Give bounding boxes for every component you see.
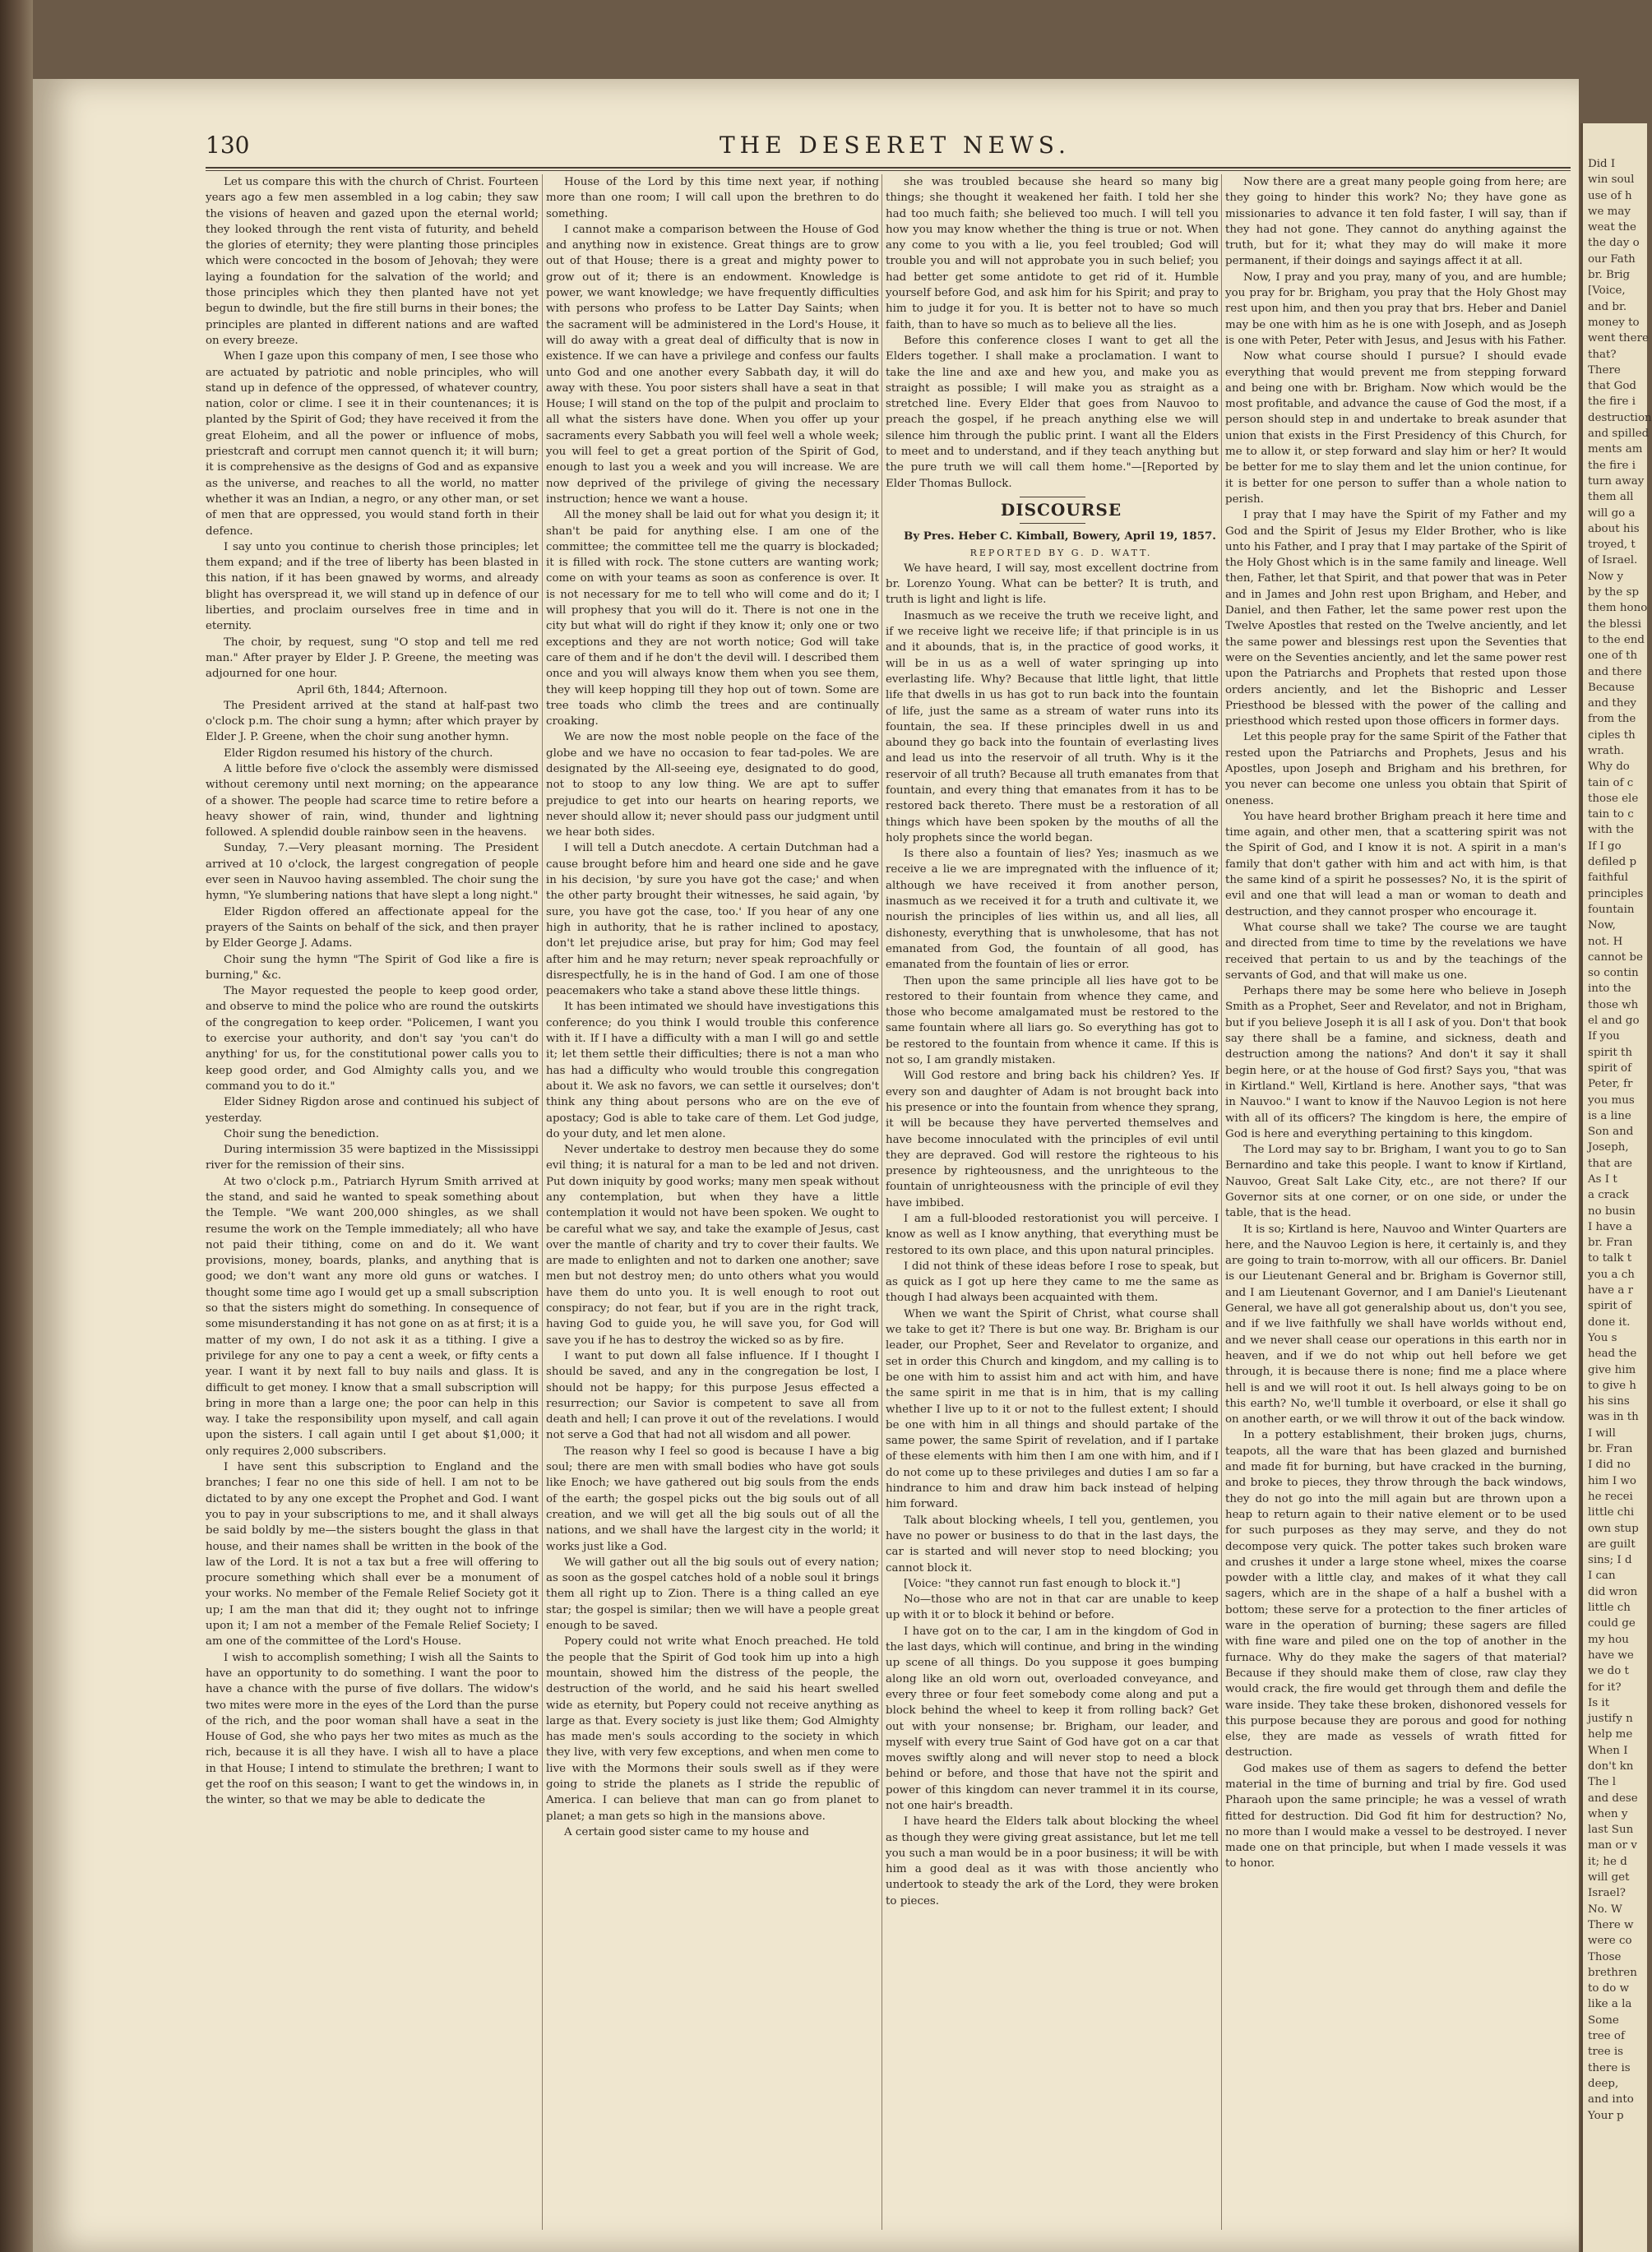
paragraph: I will tell a Dutch anecdote. A certain Dutchman had a cause brought before him and heard one side and he gave in his decision, 'by sure you have got the case;' and when the other party brought their witnesses, he said again, 'by sure, you have got the case, too.' If you hear of any one high in authority, that he is rather inclined to apostacy, don't let prejudice arise, but pray for him; God may feel after him and he may return; never speak reproachfully or disrespectfully, he is in the hand of God. I am one of those peacemakers who take a stand above these little things. (546, 842, 879, 998)
paragraph: At two o'clock p.m., Patriarch Hyrum Smith arrived at the stand, and said he wanted to speak something about the Temple. "We want 200,000 shingles, as we shall resume the work on the Temple immediately; all who have not paid their tithing, come on and do it. We want provisions, money, boards, planks, and anything that is good; we don't want any more old guns or watches. I thought some time ago I would get up a small subscription so that the sisters might do something. In consequence of some misunderstanding it has not gone on as at first; it is a matter of my own, I do not ask it as a tithing. I give a privilege for any one to pay a cent a week, or fifty cents a year. I want it by next fall to buy nails and glass. It is difficult to get money. I know that a small subscription will bring in more than a large one; the poor can help in this way. I take the responsibility upon myself, and call again upon the sisters. I call again until I get about $1,000; it only requires 2,000 subscribers. (206, 1175, 539, 1458)
column-2 (546, 174, 879, 2230)
discourse-title: DISCOURSE (1000, 499, 1122, 520)
paragraph: When I gaze upon this company of men, I see those who are actuated by patriotic and noble principles, who will stand up in defence of the oppressed, of whatever country, nation, color or clime. I see it in their countenances; it is planted by the Spirit of God; they have received it from the great Eloheim, and all the power or influence of mobs, priestcraft and corrupt men cannot quench it; it will burn; it is comprehensive as the designs of God and as expansive as the universe, and reaches to all the world, no matter whether it was an Indian, a negro, or any other man, or set of men that are oppressed, you would stand forth in their defence. (206, 350, 539, 538)
paragraph: Sunday, 7.—Very pleasant morning. The President arrived at 10 o'clock, the largest congregation of people ever seen in Nauvoo having assembled. The choir sung the hymn, "Ye slumbering nations that have slept a long night." (206, 842, 539, 903)
paragraph: A certain good sister came to my house and (564, 1825, 809, 1838)
paragraph: All the money shall be laid out for what you design it; it shan't be paid for anything else. I am one of the committee; the committee tell me the quarry is blockaded; it is filled with rock. The stone cutters are wanting work; come on with your teams as soon as conference is over. It is not necessary for me to tell who will come and do it; I will prophesy that you will do it. There is not one in the city but what will do right if they know it; only one or two exceptions and they are not worth notice; God will take care of them and if he don't the devil will. I described them once and you will always know them when you see them, they will keep hopping till they hop out of town. Some are tree toads who climb the trees and are continually croaking. (546, 509, 879, 728)
paragraph: I did not think of these ideas before I rose to speak, but as quick as I got up here they came to me the same as though I had always been acquainted with them. (886, 1260, 1219, 1305)
paragraph: Inasmuch as we receive the truth we receive light, and if we receive light we receive life; if that principle is in us and it abounds, that is, in the practice of good works, it will be in us as a well of water springing up into everlasting life. Why? Because that little light, that little life that dwells in us has got to run back into the fountain of life, just the same as a stream of water runs into its fountain, the sea. If these principles dwell in us and abound they go back into the fountain of everlasting lives and lead us into the reservoir of all truth. Why is it the reservoir of all truth? Because all truth emanates from that fountain, and every thing that emanates from it has to be restored back thereto. There must be a restoration of all things which have been spoken by the mouths of all the holy prophets since the world began. (886, 609, 1219, 844)
facing-page-text: Did I win soul use of h we may weat the the day o our Fath br. Brig [Voice, and br. money to went there that? There that God the fire i destruction and spilled ments am the fire i turn away them all will go a about his troyed, t of Israel. Now y by the sp them hono the blessi to the end one of th and there Because and they from the ciples th wrath. Why do tain of c those ele tain to c with the If I go defiled p faithful principles fountain Now, not. H cannot be so contin into the those wh el and go If you spirit th spirit of Peter, fr you mus is a line Son and Joseph, that are As I t a crack no busin I have a br. Fran to talk t you a ch have a r spirit of done it. You s head the give him to give h his sins was in th I will br. Fran I did no him I wo he recei little chi own stup are guilt sins; I d I can did wron little ch could ge my hou have we we do t for it? Is it justify n help me When I don't kn The l and dese when y last Sun man or v it; he d will get Israel? No. W There w were co Those brethren to do w like a la Some tree of tree is there is deep, and into Your p (1588, 158, 1652, 2122)
facing-page-edge (1580, 123, 1652, 2252)
paragraph: Let us compare this with the church of Christ. Fourteen years ago a few men assembled in a log cabin; they saw the visions of heaven and gazed upon the eternal world; they looked through the rent vista of futurity, and beheld the glories of eternity; they were planting those principles which were concocted in the bosom of Jehovah; they were laying a foundation for the salvation of the world; and those principles which they then planted have not yet begun to dwindle, but the fire still burns in their bones; the principles are planted in different nations and are wafted on every breeze. (206, 176, 539, 347)
paragraph: Elder Rigdon resumed his history of the church. (224, 747, 493, 760)
paragraph: The reason why I feel so good is because I have a big soul; there are men with small bodies who have got souls like Enoch; we have gathered out big souls from the ends of the earth; the gospel picks out the big souls out of all creation, and we will get all the big souls out of all the nations, and we shall have the largest city in the world; it works just like a God. (546, 1445, 879, 1553)
column-divider (1221, 174, 1222, 2230)
column-3-body (886, 561, 1219, 1909)
paragraph: she was troubled because she heard so many big things; she thought it weakened her faith. I told her she had too much faith; she believed too much. I will tell you how you may know whether the thing is true or not. When any come to you with a lie, you feel troubled; God will trouble you and will not approbate you in such belief; you had better get some antidote to get rid of it. Humble yourself before God, and ask him for his Spirit; and pray to him to judge it for you. It is better not to have so much faith, than to have so much as to believe all the lies. (886, 176, 1219, 331)
paragraph: Let this people pray for the same Spirit of the Father that rested upon the Patriarchs and Prophets, Jesus and his Apostles, upon Joseph and Brigham and his brethren, for you never can become one unless you obtain that Spirit of oneness. (1225, 731, 1566, 807)
paragraph: Elder Sidney Rigdon arose and continued his subject of yesterday. (206, 1096, 539, 1125)
paragraph: Then upon the same principle all lies have got to be restored to their fountain from whence they came, and those who become amalgamated must be restored to the same fountain where all liars go. So everything has got to be restored to the fountain from whence it came. If this is not so, I am grandly mistaken. (886, 974, 1219, 1067)
column-3 (886, 174, 1219, 2230)
paragraph: We will gather out all the big souls out of every nation; as soon as the gospel catches hold of a noble soul it brings them all right up to Zion. There is a thing called an eye star; the gospel is similar; then we will have a people great enough to be saved. (546, 1556, 879, 1633)
paragraph: A little before five o'clock the assembly were dismissed without ceremony until next morning; on the appearance of a shower. The people had scarce time to retire before a heavy shower of rain, wind, thunder and lightning followed. A splendid double rainbow seen in the heavens. (206, 762, 539, 839)
paragraph: Perhaps there may be some here who believe in Joseph Smith as a Prophet, Seer and Revelator, and not in Brigham, but if you believe Joseph it is all I ask of you. Don't that book say there shall be a famine, and sickness, death and destruction among the nations? And don't it say it shall begin here, or at the house of God first? Says you, "that was in Kirtland." Well, Kirtland is here. Another says, "that was in Nauvoo." I want to know if the Nauvoo Legion is not here with all of its officers? The kingdom is here, the empire of God is here and everything pertaining to this kingdom. (1225, 985, 1566, 1140)
paragraph: April 6th, 1844; Afternoon. (296, 683, 448, 696)
paragraph: Talk about blocking wheels, I tell you, gentlemen, you have no power or business to do that in the last days, the car is started and will never stop to need blocking; you cannot block it. (886, 1514, 1219, 1575)
paragraph: Elder Rigdon offered an affectionate appeal for the prayers of the Saints on behalf of the sick, and then prayer by Elder George J. Adams. (206, 905, 539, 950)
paragraph: The Lord may say to br. Brigham, I want you to go to San Bernardino and take this people. I want to know if Kirtland, Nauvoo, Great Salt Lake City, etc., are not there? If our Governor sits at one corner, or on one side, or under the table, that is the head. (1225, 1144, 1566, 1220)
paragraph: No—those who are not in that car are unable to keep up with it or to block it behind or before. (886, 1593, 1219, 1622)
paragraph: House of the Lord by this time next year, if nothing more than one room; I will call upon the brethren to do something. (546, 176, 879, 220)
paragraph: Before this conference closes I want to get all the Elders together. I shall make a proclamation. I want to take the line and axe and hew you, and make you as straight as possible; I will make you as straight as a stretched line. Every Elder that goes from Nauvoo to preach the gospel, if he preach anything else we will silence him through the public print. I want all the Elders to meet and to understand, and if they teach anything but the pure truth we will call them home."—[Reported by Elder Thomas Bullock. (886, 334, 1219, 490)
paragraph: Will God restore and bring back his children? Yes. If every son and daughter of Adam is not brought back into his presence or into the fountain from whence they sprang, it will be because they have perverted themselves and have become innoculated with the principles of evil until they are depraved. God will restore the righteous to his presence by righteousness, and the unrighteous to the fountain of unrighteousness with the principle of evil they have imbibed. (886, 1070, 1219, 1209)
paragraph: Choir sung the hymn "The Spirit of God like a fire is burning," &c. (206, 953, 539, 982)
paragraph: Popery could not write what Enoch preached. He told the people that the Spirit of God took him up into a high mountain, showed him the distress of the people, the destruction of the world, and he said his heart swelled wide as eternity, but Popery could not receive anything as large as that. Every society is just like them; God Almighty has made men's souls according to the society in which they live, with very few exceptions, and when men come to live with the Mormons their souls swell as if they were going to stride the planets as I stride the republic of America. I can believe that man can go from planet to planet; a man gets so high in the mansions above. (546, 1635, 879, 1823)
paragraph: I cannot make a comparison between the House of God and anything now in existence. Great things are to grow out of that House; there is a great and mighty power to grow out of it; there is an endowment. Knowledge is power, we want knowledge; we have frequently difficulties with persons who profess to be Latter Day Saints; when the sacrament will be administered in the Lord's House, it will do away with a great deal of difficulty that is now in existence. If we can have a privilege and confess our faults unto God and one another every Sabbath day, it will do away with these. You poor sisters shall have a seat in that House; I will stand on the top of the pulpit and proclaim to all what the sisters have done. When you offer up your sacraments every Sabbath you will feel well a whole week; you will feel to get a great portion of the Spirit of God, enough to last you a week and you will increase. We are now deprived of the privilege of giving the necessary instruction; hence we want a house. (546, 223, 879, 506)
masthead-title: THE DESERET NEWS. (720, 132, 1071, 159)
paragraph: [Voice: "they cannot run fast enough to block it."] (904, 1577, 1181, 1590)
paragraph: The choir, by request, sung "O stop and tell me red man." After prayer by Elder J. P. Greene, the meeting was adjourned for one hour. (206, 636, 539, 681)
paragraph: We are now the most noble people on the face of the globe and we have no occasion to fear tad-poles. We are designated by the All-seeing eye, designated to do good, not to stoop to any low thing. We are apt to suffer prejudice to get into our hearts on hearing reports, we never should allow it; never should pass our judgment until we hear both sides. (546, 731, 879, 839)
paragraph: The Mayor requested the people to keep good order, and observe to mind the police who are round the outskirts of the congregation to keep order. "Policemen, I want you to exercise your authority, and don't say 'you can't do anything' for us, for the constitutional power calls you to keep good order, and God Almighty calls you, and we command you to do it." (206, 985, 539, 1093)
paragraph: It has been intimated we should have investigations this conference; do you think I would trouble this conference with it. If I have a difficulty with a man I will go and settle it; let them settle their difficulties; there is not a man who has had a difficulty who would trouble this congregation about it. We ask no favors, we can settle it ourselves; don't think any thing about persons who are on the eve of apostacy; God is able to take care of them. Let God judge, do your duty, and let men alone. (546, 1001, 879, 1140)
paragraph: I pray that I may have the Spirit of my Father and my God and the Spirit of Jesus my Elder Brother, who is like unto his Father, and I pray that I may partake of the Spirit of the Holy Ghost which is in the same family and lineage. Well then, Father, let that Spirit, and that power that was in Peter and in James and John rest upon Brigham, and Heber, and Daniel, and then Father, let the same power rest upon the Twelve Apostles that rested on the Twelve anciently, and let the same power and blessings rest upon the Seventies that were on the Seventies anciently, and let the same power rest upon the Patriarchs and Prophets that rested upon those orders anciently, and let the Bishopric and Lesser Priesthood be blessed with the power of the calling and priesthood which rested upon those officers in former days. (1225, 509, 1566, 728)
paragraph: We have heard, I will say, most excellent doctrine from br. Lorenzo Young. What can be better? It is truth, and truth is light and light is life. (886, 562, 1219, 607)
paragraph: In a pottery establishment, their broken jugs, churns, teapots, all the ware that has been glazed and burnished and made fit for burning, but have cracked in the burning, and broke to pieces, they throw through the back windows, they do not go into the mill again but are thrown upon a heap to return again to their native element or to be used for such purposes as they may serve, and they do not decompose very quick. The potter takes such broken ware and crushes it under a large stone wheel, mixes the coarse powder with a little clay, and makes of it what they call sagers, which are in the shape of a half a bushel with a bottom; these serve for a protection to the finer articles of ware in the operation of burning; these sagers are filled with fine ware and piled one on the top of another in the furnace. Why do they make the sagers of that material? Because if they should make them of close, raw clay they would crack, the fire would get through them and defile the ware inside. They take these broken, dishonored vessels for this purpose because they are porous and good for nothing else, they are made as vessels of wrath fitted for destruction. (1225, 1429, 1566, 1760)
discourse-byline: By Pres. Heber C. Kimball, Bowery, April 19, 1857. (904, 529, 1216, 543)
column-4 (1225, 174, 1566, 2230)
separator-rule (1020, 523, 1085, 524)
paragraph: I say unto you continue to cherish those principles; let them expand; and if the tree of liberty has been blasted in this nation, if it has been gnawed by worms, and already blight has overspread it, we will stand up in defence of our liberties, and proclaim ourselves free in time and in eternity. (206, 540, 539, 633)
paragraph: I am a full-blooded restorationist you will perceive. I know as well as I know anything, that everything must be restored to its own place, and this upon natural principles. (886, 1213, 1219, 1257)
paragraph: Now there are a great many people going from here; are they going to hinder this work? No; they have gone as missionaries to advance it ten fold faster, I will say, than if they had not gone. They cannot do anything against the truth, but for it; what they may do will make it more permanent, if their doings and sayings affect it at all. (1225, 176, 1566, 268)
page-number: 130 (206, 132, 250, 159)
paragraph: Never undertake to destroy men because they do some evil thing; it is natural for a man to be led and not driven. Put down iniquity by good works; many men speak without any contemplation, but when they have a little contemplation it would not have been spoken. We ought to be careful what we say, and take the example of Jesus, cast over the mantle of charity and try to cover their faults. We are made to enlighten and not to darken one another; save men but not destroy men; do unto others what you would have them do unto you. It is well enough to root out conspiracy; do not fear, but if you are in the right track, having God to guide you, he will save you, for God will save you if he has to destroy the wicked so as by fire. (546, 1144, 879, 1347)
column-divider (542, 174, 543, 2230)
paragraph: Is there also a fountain of lies? Yes; inasmuch as we receive a lie we are impregnated with the influence of it; although we have received it from another person, inasmuch as we received it for a truth and cultivate it, we nourish the principles of lies within us, and all lies, all dishonesty, everything that is unwholesome, that has not emanated from God, the fountain of all good, has emanated from the fountain of lies or error. (886, 848, 1219, 972)
paragraph: What course shall we take? The course we are taught and directed from time to time by the revelations we have received that pertain to us and by the teachings of the servants of God, and that will make us one. (1225, 921, 1566, 982)
paragraph: When we want the Spirit of Christ, what course shall we take to get it? There is but one way. Br. Brigham is our leader, our Prophet, Seer and Revelator to organize, and set in order this Church and kingdom, and my calling is to be one with him to assist him and act with him, and have the same spirit in me that is in him, that is my calling whether I live up to it or not to the fullest extent; I should be one with him in all things and should partake of the same power, the same Spirit of revelation, and if I partake of these elements with him then I am one with him, and if I do not come up to these privileges and duties I am so far a hindrance to him and draw him back instead of helping him forward. (886, 1307, 1219, 1511)
paragraph: I wish to accomplish something; I wish all the Saints to have an opportunity to do something. I want the poor to have a chance with the purse of five dollars. The widow's two mites were more in the eyes of the Lord than the purse of the rich, and the poor woman shall have a seat in the House of God, she who pays her two mites as much as the rich, because it is all they have. I wish all to have a place in that House; I intend to stimulate the brethren; I want to get the roof on this season; I want to get the windows in, in the winter, so that we may be able to dedicate the (206, 1651, 539, 1807)
paragraph: Now what course should I pursue? I should evade everything that would prevent me from stepping forward and being one with br. Brigham. Now which would be the most profitable, and advance the cause of God the most, if a person should step in and undertake to break asunder that union that exists in the First Presidency of this Church, for me to allow it, or step forward and slay him or her? It would be better for me to slay them and let the union continue, for it is better for one person to suffer than a whole nation to perish. (1225, 350, 1566, 506)
paragraph: Now, I pray and you pray, many of you, and are humble; you pray for br. Brigham, you pray that the Holy Ghost may rest upon him, and then you pray that brs. Heber and Daniel may be one with him as he is one with Joseph, and as Joseph is one with Peter, Peter with Jesus, and Jesus with his Father. (1225, 271, 1566, 347)
paragraph: The President arrived at the stand at half-past two o'clock p.m. The choir sung a hymn; after which prayer by Elder J. P. Greene, when the choir sung another hymn. (206, 699, 539, 744)
paragraph: You have heard brother Brigham preach it here time and time again, and other men, that a scattering spirit was not the Spirit of God, and I know it is not. A spirit in a man's family that don't gather with him and act with him, is that the same kind of a spirit he possesses? No, it is the spirit of evil and one that will lead a man or woman to death and destruction, and they cannot prosper who encourage it. (1225, 810, 1566, 918)
column-3-top (886, 174, 1219, 492)
book-binding (0, 0, 33, 2252)
paragraph: It is so; Kirtland is here, Nauvoo and Winter Quarters are here, and the Nauvoo Legion is here, it certainly is, and they are going to train to-morrow, with all our officers. Br. Daniel is our Lieutenant General and br. Brigham is Governor still, and I am Lieutenant Governor, and I am Daniel's Lieutenant General, we have all got generalship about us, don't you see, and if we live faithfully we shall have worlds without end, and we never shall cease our operations in this earth nor in heaven, and if we do not whip out hell before we get through, it is because there is none; find me a place where hell is and we will root it out. Is hell always going to be on this earth? No, we'll tumble it overboard, or else it shall go on another earth, or we will throw it out of the back window. (1225, 1223, 1566, 1427)
paragraph: Choir sung the benediction. (224, 1127, 380, 1140)
paragraph: During intermission 35 were baptized in the Mississippi river for the remission of their sins. (206, 1144, 539, 1172)
column-1 (206, 174, 539, 2230)
page-header (206, 132, 1571, 164)
discourse-reporter: REPORTED BY G. D. WATT. (969, 547, 1153, 558)
paragraph: I have got on to the car, I am in the kingdom of God in the last days, which will continue, and bring in the winding up scene of all things. Do you suppose it goes bumping along like an old worn out, overloaded conveyance, and every three or four feet somebody come along and put a block behind the wheel to keep it from rolling back? Get out with your nonsense; br. Brigham, our leader, and myself with every true Saint of God have got on a car that moves swiftly along and will never stop to need a block behind or before, and those that have not the spirit and power of this kingdom can never trammel it in its course, not one hair's breadth. (886, 1625, 1219, 1812)
paragraph: I want to put down all false influence. If I thought I should be saved, and any in the congregation be lost, I should not be happy; for this purpose Jesus effected a resurrection; our Savior is competent to save all from death and hell; I can prove it out of the revelations. I would not serve a God that had not all wisdom and all power. (546, 1349, 879, 1442)
header-rule (206, 167, 1571, 171)
paragraph: I have sent this subscription to England and the branches; I fear no one this side of hell. I am not to be dictated to by any one except the Prophet and God. I want you to pay in your subscriptions to me, and it shall always be said boldly by me—the sisters bought the glass in that house, and their names shall be written in the book of the law of the Lord. It is not a tax but a free will offering to procure something which shall ever be a monument of your works. No member of the Female Relief Society got it up; I am the man that did it; they ought not to infringe upon it; I am not a member of the Female Relief Society; I am one of the committee of the Lord's House. (206, 1461, 539, 1649)
paragraph: God makes use of them as sagers to defend the better material in the time of burning and trial by fire. God used Pharaoh upon the same principle; he was a vessel of wrath fitted for destruction. Did God fit him for destruction? No, no more than I would make a vessel to be destroyed. I never made one on that principle, but when I made vessels it was to honor. (1225, 1762, 1566, 1871)
paragraph: I have heard the Elders talk about blocking the wheel as though they were giving great assistance, but let me tell you such a man would be in a poor business; it will be with him a good deal as it was with those anciently who undertook to steady the ark of the Lord, they were broken to pieces. (886, 1815, 1219, 1907)
